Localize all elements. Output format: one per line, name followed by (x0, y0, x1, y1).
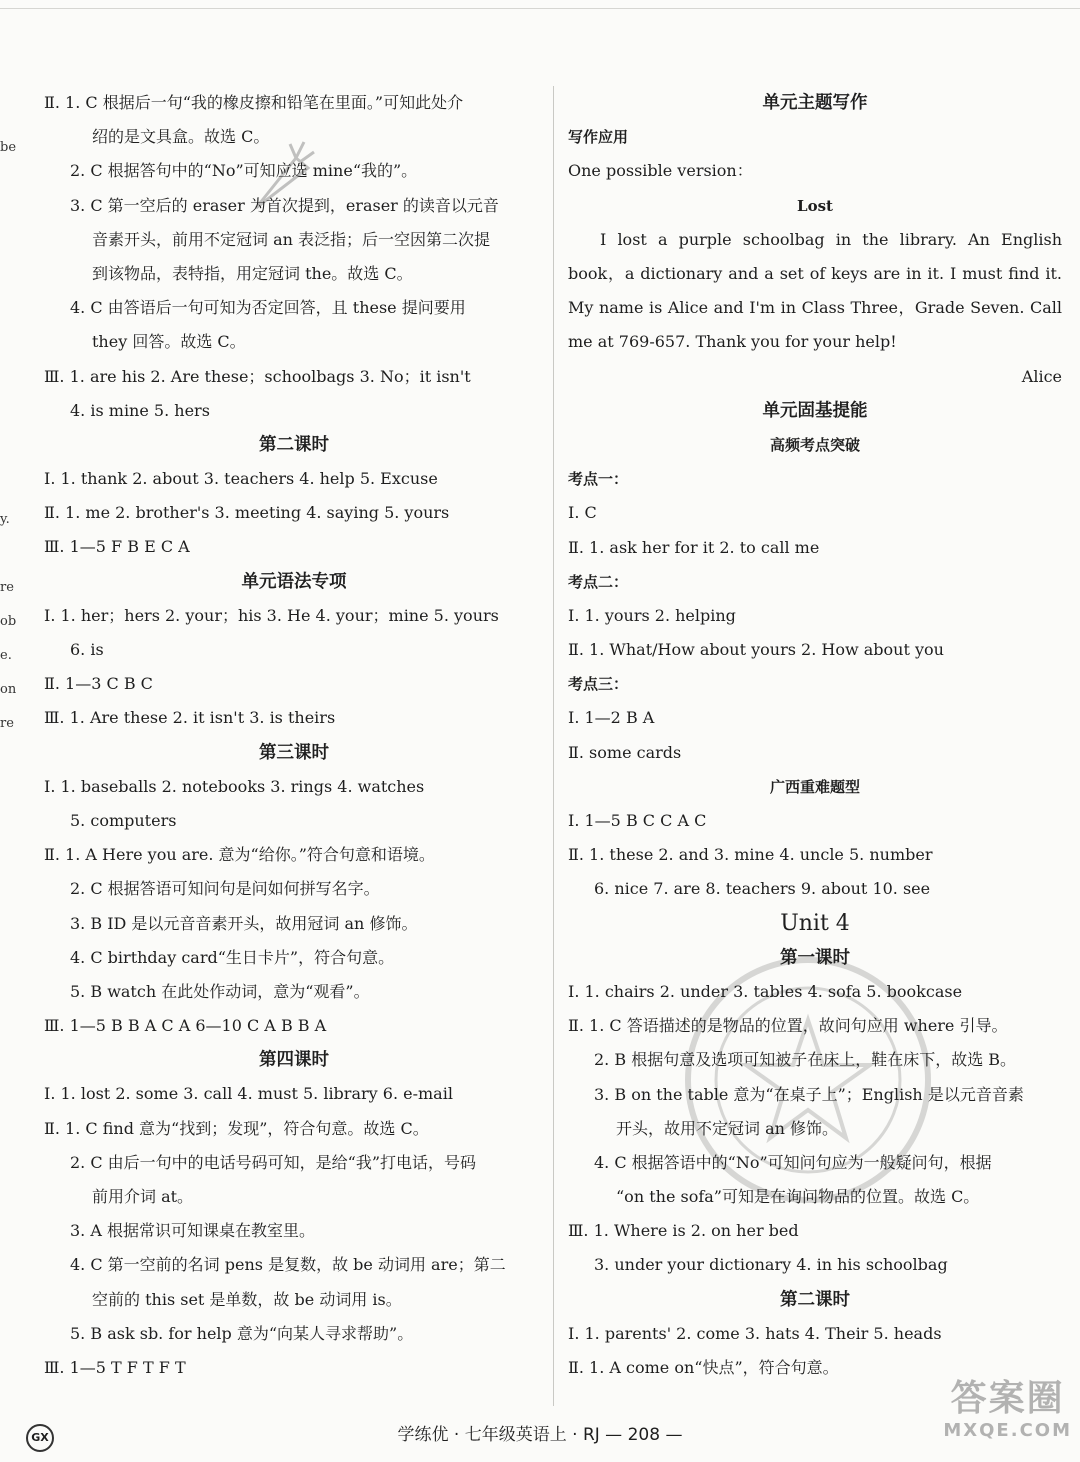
section-heading: 第三课时 (259, 742, 329, 763)
answer-line: 开头，故用不定冠词 an 修饰。 (616, 1118, 839, 1138)
answer-line: Ⅱ. 1. these 2. and 3. mine 4. uncle 5. number (568, 845, 933, 865)
answer-line: Ⅰ. 1—5 B C C A C (568, 811, 707, 830)
answer-line: 4. C 第一空前的名词 pens 是复数，故 be 动词用 are；第二 (70, 1255, 506, 1275)
top-rule (0, 8, 1080, 9)
section-heading: 单元主题写作 (762, 93, 868, 113)
section-label: 考点二： (568, 572, 629, 591)
answer-line: 6. is (70, 640, 104, 659)
watermark-title: 答案圈 (950, 1378, 1065, 1419)
answer-line: Ⅲ. 1—5 F B E C A (44, 537, 190, 557)
answer-line: 绍的是文具盒。故选 C。 (92, 127, 270, 147)
answer-line: 2. C 根据答句中的“No”可知应选 mine“我的”。 (70, 161, 418, 181)
essay-signature: Alice (1021, 366, 1062, 386)
unit-title: Unit 4 (780, 910, 850, 936)
column-divider (553, 86, 554, 1406)
answer-line: 5. B watch 在此处作动词，意为“观看”。 (70, 981, 370, 1001)
answer-line: Ⅲ. 1. Where is 2. on her bed (568, 1221, 799, 1241)
answer-line: Ⅲ. 1—5 B B A C A 6—10 C A B B A (44, 1016, 327, 1036)
section-label: 考点一： (568, 470, 629, 489)
essay-body: I lost a purple schoolbag in the library. An English book，a dictionary and a set of keys are in it. I must find it. My name is Alice and I'm in Class Three，Grade Seven. Call me at 769-657. Thank you for your help! (568, 229, 1062, 352)
answer-line: Ⅱ. 1. me 2. brother's 3. meeting 4. saying 5. yours (44, 503, 450, 523)
answer-line: Ⅰ. 1. her；hers 2. your；his 3. He 4. your；mine 5. yours (44, 605, 499, 625)
right-column (568, 86, 1062, 1385)
answer-line: Ⅲ. 1—5 T F T F T (44, 1357, 186, 1377)
answer-line: Ⅰ. 1. yours 2. helping (568, 605, 736, 625)
answer-line: 6. nice 7. are 8. teachers 9. about 10. see (594, 879, 931, 899)
answer-line: 3. A 根据常识可知课桌在教室里。 (70, 1221, 315, 1241)
answer-line: Ⅲ. 1. are his 2. Are these；schoolbags 3. No；it isn't (44, 366, 471, 386)
answer-line: Ⅰ. 1—2 B A (568, 708, 655, 728)
site-watermark (943, 1378, 1072, 1441)
answer-line: Ⅰ. 1. lost 2. some 3. call 4. must 5. library 6. e-mail (44, 1084, 453, 1104)
answer-line: Ⅲ. 1. Are these 2. it isn't 3. is theirs (44, 708, 336, 728)
section-heading: 单元固基提能 (762, 400, 868, 421)
page-footer: 学练优 · 七年级英语上 · RJ — 208 — (397, 1425, 683, 1445)
answer-line: Ⅰ. 1. thank 2. about 3. teachers 4. help 5. Excuse (44, 469, 438, 489)
left-column (44, 86, 544, 1385)
answer-line: Ⅱ. 1. ask her for it 2. to call me (568, 537, 820, 557)
answer-line: 前用介词 at。 (92, 1187, 194, 1206)
answer-line: 3. B ID 是以元音音素开头，故用冠词 an 修饰。 (70, 913, 418, 933)
answer-line: 4. C 由答语后一句可知为否定回答，且 these 提问要用 (70, 298, 466, 318)
answer-line: 2. C 根据答语可知问句是问如何拼写名字。 (70, 879, 380, 899)
edge-fragment: on (0, 682, 17, 697)
answer-line: 5. B ask sb. for help 意为“向某人寻求帮助”。 (70, 1323, 414, 1343)
version-line: One possible version： (568, 161, 753, 181)
right-column-answers (568, 394, 1062, 1385)
region-badge: GX (26, 1424, 54, 1452)
edge-fragment: be (0, 140, 17, 155)
section-label: 写作应用 (568, 128, 629, 147)
section-heading: 第二课时 (780, 1289, 850, 1310)
section-heading: 第二课时 (259, 434, 329, 455)
section-heading: 第四课时 (259, 1050, 329, 1071)
answer-line: 2. B 根据句意及选项可知被子在床上，鞋在床下，故选 B。 (594, 1050, 1017, 1070)
answer-line: 空前的 this set 是单数，故 be 动词用 is。 (92, 1289, 402, 1309)
section-subheading: 广西重难题型 (769, 777, 860, 796)
answer-line: Ⅰ. 1. chairs 2. under 3. tables 4. sofa 5. bookcase (568, 981, 963, 1001)
answer-line: Ⅱ. 1. A Here you are. 意为“给你。”符合句意和语境。 (44, 845, 435, 865)
edge-fragment: re (0, 716, 14, 731)
answer-line: Ⅱ. 1. What/How about yours 2. How about you (568, 640, 944, 660)
watermark-url: MXQE.COM (943, 1420, 1072, 1441)
answer-line: 4. C birthday card“生日卡片”，符合句意。 (70, 947, 395, 967)
answer-line: 到该物品，表特指，用定冠词 the。故选 C。 (92, 263, 413, 283)
answer-line: Ⅰ. 1. parents' 2. come 3. hats 4. Their 5. heads (568, 1323, 942, 1343)
answer-line: 5. computers (70, 810, 177, 830)
answer-line: Ⅱ. 1. C 答语描述的是物品的位置，故问句应用 where 引导。 (568, 1016, 1008, 1036)
answer-line: Ⅱ. some cards (568, 742, 682, 762)
answer-line: 4. is mine 5. hers (70, 400, 210, 420)
edge-fragment: re (0, 580, 14, 595)
answer-line: 4. C 根据答语中的“No”可知问句应为一般疑问句，根据 (594, 1152, 992, 1172)
answer-line: 3. under your dictionary 4. in his schoolbag (594, 1255, 948, 1275)
edge-fragment: ob (0, 614, 17, 629)
section-label: 考点三： (568, 675, 629, 694)
answer-line: Ⅱ. 1. C 根据后一句“我的橡皮擦和铅笔在里面。”可知此处介 (44, 93, 464, 112)
answer-line: they 回答。故选 C。 (92, 332, 246, 352)
answer-line: 2. C 由后一句中的电话号码可知，是给“我”打电话，号码 (70, 1152, 477, 1172)
edge-fragment: e. (0, 648, 12, 663)
section-subheading: 高频考点突破 (769, 435, 860, 454)
answer-line: Ⅱ. 1—3 C B C (44, 674, 153, 694)
answer-line: “on the sofa”可知是在询问物品的位置。故选 C。 (616, 1187, 980, 1207)
answer-line: Ⅱ. 1. C find 意为“找到；发现”，符合句意。故选 C。 (44, 1118, 429, 1138)
answer-line: 音素开头，前用不定冠词 an 表泛指；后一空因第二次提 (92, 229, 491, 249)
essay-title: Lost (797, 196, 833, 215)
answer-line: 3. C 第一空后的 eraser 为首次提到，eraser 的读音以元音 (70, 195, 499, 215)
section-heading: 单元语法专项 (241, 571, 347, 592)
section-heading: 第一课时 (780, 947, 850, 968)
answer-line: Ⅰ. C (568, 503, 597, 523)
edge-fragment: y. (0, 512, 10, 527)
answer-line: Ⅱ. 1. A come on“快点”，符合句意。 (568, 1358, 839, 1377)
answer-line: 3. B on the table 意为“在桌子上”；English 是以元音音素 (594, 1084, 1024, 1104)
answer-line: Ⅰ. 1. baseballs 2. notebooks 3. rings 4. watches (44, 776, 425, 796)
